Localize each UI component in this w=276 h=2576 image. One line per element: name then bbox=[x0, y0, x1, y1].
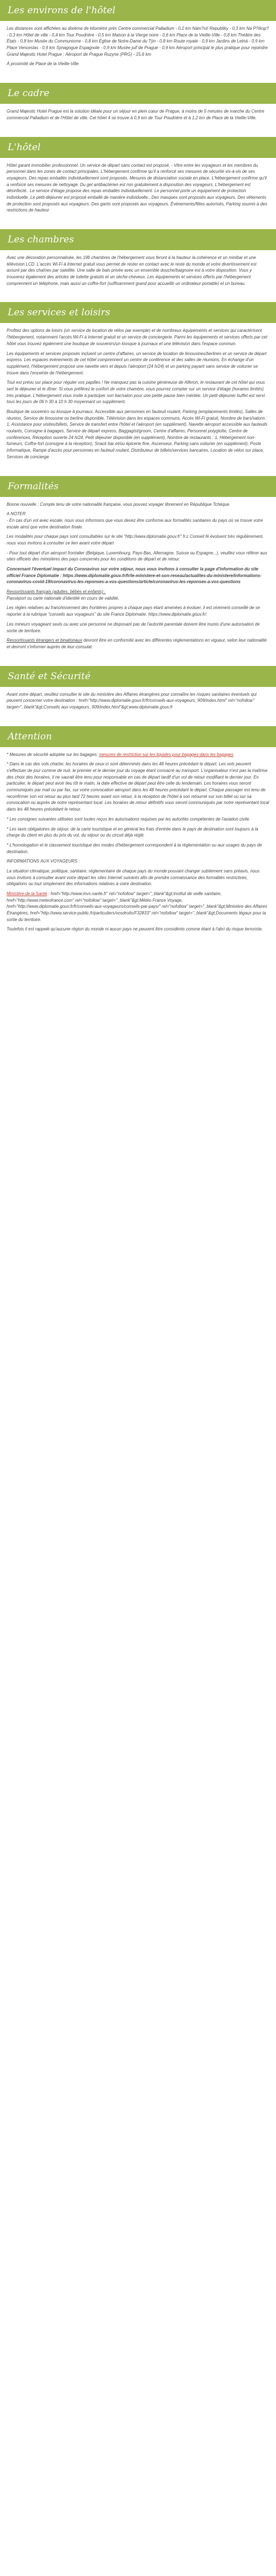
section-body bbox=[0, 497, 276, 660]
attention-bagages bbox=[7, 752, 269, 758]
section-attention bbox=[0, 726, 276, 943]
section-body bbox=[0, 21, 276, 77]
formalites-coronavirus bbox=[7, 566, 269, 585]
attention-infos bbox=[7, 858, 269, 865]
section-title: Formalités bbox=[0, 476, 276, 497]
environs-distances: Les distances sont affichées au dixième de kilomètre près Centre commercial Palladium - 0,2 km Nám?stí Republiky - 0,3 km Na P?íkop? - 0,3 km Hôtel de ville - 0,4 km Tour Poudrière - 0,5 km Maison à la Vierge noire - 0,6 km Place de la Vieille-Ville - 0,8 km Théâtre des États - 0,8 km Musée du Communisme - 0,8 km Église de Notre-Dame du Týn - 0,8 km Route royale - 0,9 km Jardins de Letná - 0,9 km Place Venceslas - 0,9 km Synagogue Espagnole - 0,9 km Musée juif de Prague - 0,9 km Aéroport principal le plus pratique pour rejoindre Grand Majestic Hotel Prague : Aéroport de Prague Ruzyne (PRG) - 15,6 km bbox=[7, 26, 269, 57]
formalites-coronavirus-text: Concernant l'éventuel impact du Coronavirus sur votre séjour, nous vous invitons à consulter la page d'information du site officiel France Diplomatie : https://www.diplomatie.gouv.fr/fr/le-ministere-et-son-reseau/actualites-du-ministere/informations-coronavirus-covid-19/coronavirus-les-reponses-a-vos-questions/article/coronavirus-les-reponses-a-vos-questions bbox=[7, 567, 262, 585]
section-environs bbox=[0, 0, 276, 77]
formalites-etrangers-text: devront être en conformité avec les différentes réglementations en vigueur, selon leur nationalité et devront s'informer auprès de leur consulat. bbox=[7, 638, 267, 649]
attention-terrorisme: Toutefois il est rappelé qu'aucune région du monde ni aucun pays ne peuvent être considérés comme étant à l'abri du risque terroriste. bbox=[7, 927, 263, 932]
formalites-note-text: - En cas d'un vol avec escale, nous vous informons que vous devez être conforme aux formalités sanitaires du pays où se trouve votre escale ainsi que votre destination finale. bbox=[7, 517, 263, 530]
section-body bbox=[0, 104, 276, 131]
section-formalites bbox=[0, 476, 276, 660]
environs-nearby: À proximité de Place de la Vieille-Ville bbox=[7, 61, 79, 67]
formalites-regles: Les règles relatives au franchissement des frontières propres à chaque pays étant amenées à évoluer, il est vivement conseillé de se reporter à la rubrique "conseils aux voyageurs" du site France Diplomatie, https://www.diplomatie.gouv.fr/. bbox=[7, 605, 260, 617]
section-cadre bbox=[0, 83, 276, 131]
liquides-restriction-link[interactable]: mesures de restriction sur les liquides pour bagages dans les bagages bbox=[99, 752, 233, 757]
section-title: Attention bbox=[0, 726, 276, 747]
sante-ministere-link[interactable]: Ministère de la Santé bbox=[7, 891, 47, 896]
formalites-modalites: Les modalités pour chaque pays sont consultables sur le site "http://www.diplomatie.gouv.fr" fr.c Conseil fé évoluent très régulièrement, nous vous invitons à consulter ce lien avant votre départ bbox=[7, 534, 264, 546]
formalites-francais bbox=[7, 589, 269, 601]
cadre-text: Grand Majestic Hotel Prague est la solution idéale pour un séjour en plein cœur de Prague, à moins de 5 minutes de marche du Centre commercial Palladium et de l'Hôtel de ville. Cet hôtel 4 se trouve à 0,9 km de Tour Poudrière et à 1,2 km de Place de la Vieille-Ville. bbox=[7, 109, 264, 120]
attention-homologation: * L'homologation et le classement touristique des modes d'hébergement correspondent à la réglementation ou aux usages du pays de destination. bbox=[7, 842, 262, 854]
section-title: Le cadre bbox=[0, 83, 276, 104]
section-title: L'hôtel bbox=[0, 137, 276, 158]
formalites-francais-heading: Ressortissants français (adultes, bébés et enfants) : bbox=[7, 589, 106, 595]
attention-links bbox=[7, 891, 269, 923]
section-title: Santé et Sécurité bbox=[0, 666, 276, 687]
section-body bbox=[0, 250, 276, 297]
sante-text: Avant votre départ, veuillez consulter le site du ministère des Affaires étrangères pour connaître les risques sanitaires éventuels qui peuvent concerner votre destination : href="http://www.diplomatie.gouv.fr/fr/conseils-aux-voyageurs_909/index.html" rel="nofollow" target="_blank"&gt;Conseils aux voyageurs_909/index.html"&gt;www.diplomatie.gouv.fr bbox=[7, 691, 257, 710]
attention-taxes: * Les taxis obligatoires de séjour, de la carte touristique et en général les frais d'entrée dans le pays de destination sont toujours à la charge du client en plus du prix du vol, du séjour ou du circuit déjà réglé. bbox=[7, 826, 258, 838]
attention-consignes: * Les consignes suivantes utilisées sont toutes reçus les autorisations requises par les autorités compétentes de l'aviation civile. bbox=[7, 816, 251, 822]
services-text-2: Les équipements et services proposés incluent un centre d'affaires, un service de location de limousines/berlines et un service de départ express. Les espaces événements de cet hôtel comprennent un centre de conférence et des salles de réunions. En échange d'un supplément, l'hébergement propose une navette vers et depuis l'aéroport (24 h/24) et un parking payant sans service de voiturier se trouve dans l'enceinte de l'hébergement. bbox=[7, 351, 267, 375]
formalites-note bbox=[7, 511, 269, 530]
section-title: Les services et loisirs bbox=[0, 302, 276, 323]
formalites-etrangers bbox=[7, 637, 269, 650]
chambres-text: Avec une décoration personnalisée, les 196 chambres de l'hébergement vous feront à la hauteur la cohérence et un minibar et une télévision LCD. L'accès Wi-Fi à Internet gratuit vous permet de rester en contact avec le reste du monde et votre divertissement est assuré par des chaînes par satellite. Une salle de bain privée avec un ensemble douche/baignoire est à votre disposition. Vous y trouverez également des articles de toilette gratuits et un sèche-cheveux. Les équipements et services offerts par l'hébergement comprennent un téléphone, mais aussi un coffre-fort (suffisamment grand pour accueillir un ordinateur portable) et un bureau. bbox=[7, 255, 257, 286]
attention-situation: La situation climatique, politique, sanitaire, réglementaire de chaque pays du monde pouvant changer subitement sans préavis, nous vous invitons à consulter avant votre départ les sites Internet suivants afin de prendre connaissance des formalités restrictives, obligations ou tout simplement des informations relatives à votre destination. bbox=[7, 868, 260, 887]
formalites-frontalier: - Pour tout départ d'un aéroport frontalier (Belgique, Luxembourg, Pays-Bas, Allemagne, Suisse ou Espagne...), veuillez vous référer aux sites officiels des ministères des pays concernés pour les conditions de départ et de retour. bbox=[7, 550, 267, 562]
attention-bagages-text: * Mesures de sécurité adoptée sur les bagages: bbox=[7, 752, 99, 757]
section-body bbox=[0, 323, 276, 470]
section-title: Les chambres bbox=[0, 229, 276, 250]
formalites-note-heading: A NOTER bbox=[7, 511, 26, 517]
page bbox=[0, 0, 276, 948]
formalites-mineurs: Les mineurs voyageant seuls ou avec une personne ne disposant pas de l'autorité parentale doivent être munis d'une autorisation de sortie de territoire. bbox=[7, 621, 260, 633]
services-text-3: Tout est prévu sur place pour réguler vos papilles ! Ne manquez pas la cuisine généreuse de Alferon, le restaurant de cet hôtel qui vous sert le déjeuner et le dîner. Si vous préférez le confort de votre chambre, vous pourrez compter sur un service d'étage (horaires limités) très pratique. L'hébergement vous invite à participer son bar/salon pour une petite pause bien méritée. Un petit-déjeuner buffet est servi tous les jours de 06 h 30 à 10 h 30 moyennant un supplément. bbox=[7, 380, 265, 405]
formalites-intro: Bonne nouvelle : Compte tenu de votre nationalité française, vous pouvez voyager librement en République Tchèque. bbox=[7, 501, 231, 507]
section-chambres bbox=[0, 229, 276, 297]
services-text-1: Profitez des options de loisirs (un service de location de vélos par exemple) et de nombreux équipements et services qui caractérisent l'hébergement, notamment l'accès Wi-Fi à Internet gratuit et un service de conciergerie. Parmi les équipements et services offerts par cet hôtel vous trouvez également une boutique de souvenirs/un kiosque à journaux et une télévision dans l'espace commun. bbox=[7, 328, 268, 346]
section-sante bbox=[0, 666, 276, 721]
section-body bbox=[0, 687, 276, 721]
section-body bbox=[0, 747, 276, 943]
section-services bbox=[0, 302, 276, 470]
section-body bbox=[0, 158, 276, 224]
formalites-etrangers-heading: Ressortissants étrangers et binationaux bbox=[7, 638, 82, 643]
attention-links-text-2: href="http://www.meteofrance.com" rel="nofollow" target="_blank"&gt;Météo France Voyage, href="http://www.diplomatie.gouv.fr/fr/conseils-aux-voyageurs/conseils-par-pays/" rel="nofollow" target="_blank"&gt;Ministère des Affaires Étrangères, href="http://www.service-public.fr/particuliers/vosdroits/F32833" rel="nofollow" target="_blank"&gt;Documents légaux pour la sortie du territoire. bbox=[7, 897, 268, 922]
attention-vols-charter: * Dans le cas des vols charter, les horaires de ceux-ci sont déterminés dans les 48 heures précédant le départ. Les vols peuvent s'effectuer de jour comme de nuit, le premier et le dernier jour du voyage étant consacré au transport. L'organisateur n'est pas la maîtrise des choix des horaires, il ne saurait être tenu pour responsable en cas de départ tardif d'un vol de retour modifiant le dernier jour. En particulier, le départ peut avoir lieu tôt le matin, la date effective de départ peut être celle du lendemain. Les horaires vous seront communiqués par mail ou par fax, sur votre convocation aéroport dans les 48 heures précédant le départ. Chaque passager est tenu de reconfirmer son vol retour au plus tard 72 heures avant son retour, à la réception de l'hôtel à son retourné sur son billet ou sur sa convocation ou auprès de notre représentant local. Les horaires de retour définitifs vous seront communiqués par notre représentant local dans les 48 heures précédant le retour. bbox=[7, 761, 269, 812]
hotel-text: Hôtel garant immobilier professionnel. Un service de départ sans contact est proposé. - Vitre entre les voyageurs et les membres du personnel dans les zones de contact principales. L'hébergement confirme qu'il a renforcé ses mesures de sécurité vis-à-vis de ses voyageurs. Des repas emballés individuellement sont proposés. Mesures de distanciation sociale en place. L'hébergement confirme qu'il a renforcé ses mesures de nettoyage. Du gel antibactérien est mis gratuitement à disposition des voyageurs. L'hébergement est désinfecté.. Le service d'étage propose des repas emballés individuellement. Le personnel porte un équipement de protection individuelle. Le petit-déjeuner est proposé emballé de manière individuelle.. Des masques sont proposés aux voyageurs. Des vêtements de protection sont proposés aux voyageurs. Des gants sont proposés aux voyageurs. Événements/fêtes autorisés, Parking soumis à des restrictions de hauteur bbox=[7, 162, 267, 213]
formalites-francais-text: Passeport ou carte nationale d'identité en cours de validité. bbox=[7, 595, 119, 601]
services-amenities-list: Boutique de souvenirs ou kiosque à journaux, Accessible aux personnes en fauteuil roulant, Parking (emplacements limités), Salles de réunion, Service de limousine ou berline disponible, Télévision dans les espaces communs, Accès Wi-Fi gratuit, Nombre de bars/salons : 1, Assistance pour visites/billets, Service de transfert entre l'hôtel et l'aéroport (en supplément), Navette aéroport accessible aux fauteuils roulants, Consigne à bagages, Service de départ express, Baggagist/groom, Centre d'affaires, Personnel polyglotte, Centre de conférences, Réception ouverte 24 h/24, Petit déjeuner disponible (en supplément), Nombre de restaurants : 1, Hébergement non-fumeurs, Coffre-fort (consigne à la réception), Snack bar et/ou épicerie fine, Ascenseur, Parking sans voiturier (en supplément), Poste informatique, Rampe d'accès pour personnes en fauteuil roulant, Distributeur de billets/services bancaires, Location de vélos sur place, Services de concierge bbox=[7, 409, 268, 459]
attention-links-text-1: : href="http://www.invs.sante.fr" rel="nofollow" target="_blank"&gt;Institut de veille sanitaire, bbox=[48, 891, 222, 896]
attention-infos-heading: INFORMATIONS AUX VOYAGEURS : bbox=[7, 859, 80, 864]
section-title: Les environs de l'hôtel bbox=[0, 0, 276, 21]
section-hotel bbox=[0, 137, 276, 224]
